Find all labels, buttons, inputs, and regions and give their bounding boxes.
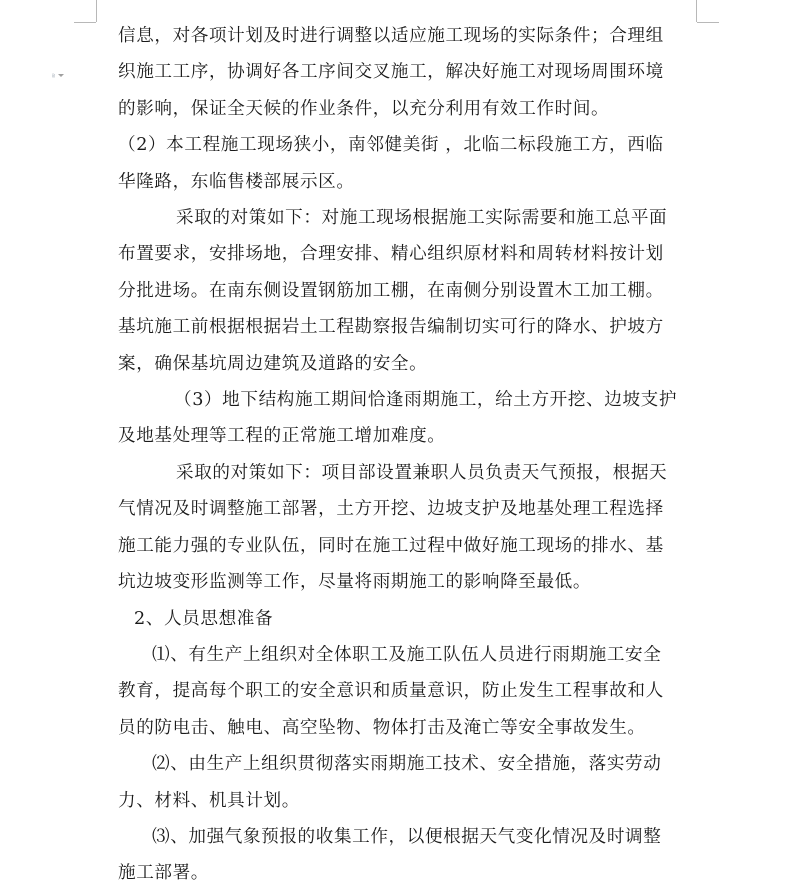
text-line: 采取的对策如下：项目部设置兼职人员负责天气预报，根据天 (176, 462, 668, 483)
text-line: ⑶、加强气象预报的收集工作，以便根据天气变化情况及时调整 (152, 826, 662, 847)
text-line: 分批进场。在南东侧设置钢筋加工棚，在南侧分别设置木工加工棚。 (118, 280, 664, 301)
text-line: 布置要求，安排场地，合理安排、精心组织原材料和周转材料按计划 (118, 244, 664, 265)
text-line: 教育，提高每个职工的安全意识和质量意识，防止发生工程事故和人 (118, 681, 664, 702)
document-icon[interactable] (52, 68, 64, 82)
chevron-down-icon (58, 74, 64, 77)
crop-mark-top-left-horizontal (74, 22, 96, 23)
text-line: 员的防电击、触电、高空坠物、物体打击及淹亡等安全事故发生。 (118, 717, 646, 738)
text-line: （2）本工程施工现场狭小，南邻健美街 ，北临二标段施工方，西临 (118, 135, 664, 156)
text-line: 织施工工序，协调好各工序间交叉施工，解决好施工对现场周围环境 (118, 62, 664, 83)
crop-mark-top-left-vertical (96, 0, 97, 22)
crop-mark-top-right-horizontal (697, 22, 719, 23)
text-line: 坑边坡变形监测等工作，尽量将雨期施工的影响降至最低。 (118, 572, 592, 593)
text-line: 力、材料、机具计划。 (118, 790, 300, 811)
text-line: 华隆路，东临售楼部展示区。 (118, 171, 355, 192)
text-line: 案，确保基坑周边建筑及道路的安全。 (118, 353, 428, 374)
text-line: ⑵、由生产上组织贯彻落实雨期施工技术、安全措施，落实劳动 (152, 754, 662, 775)
text-line: 及地基处理等工程的正常施工增加难度。 (118, 426, 446, 447)
text-line: 信息，对各项计划及时进行调整以适应施工现场的实际条件；合理组 (118, 26, 664, 46)
text-line: 的影响，保证全天候的作业条件，以充分利用有效工作时间。 (118, 98, 610, 119)
text-line: 施工部署。 (118, 863, 209, 884)
text-line: 施工能力强的专业队伍，同时在施工过程中做好施工现场的排水、基 (118, 535, 664, 556)
text-line: ⑴、有生产上组织对全体职工及施工队伍人员进行雨期施工安全 (152, 644, 662, 665)
section-heading: 2、人员思想准备 (134, 608, 274, 629)
document-body (118, 18, 678, 892)
text-line: （3）地下结构施工期间恰逢雨期施工，给土方开挖、边坡支护 (174, 390, 678, 411)
crop-mark-top-right-vertical (696, 0, 697, 22)
text-line: 气情况及时调整施工部署，土方开挖、边坡支护及地基处理工程选择 (118, 499, 664, 520)
text-line: 采取的对策如下：对施工现场根据施工实际需要和施工总平面 (176, 208, 668, 229)
text-line: 基坑施工前根据根据岩土工程勘察报告编制切实可行的降水、护坡方 (118, 317, 664, 338)
